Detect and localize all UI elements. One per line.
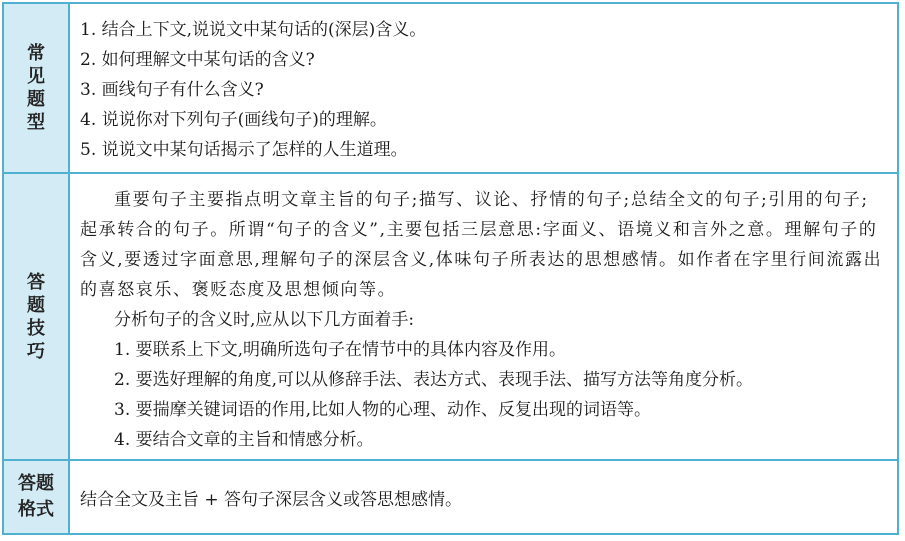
question-type-item: 2. 如何理解文中某句话的含义? <box>80 50 315 70</box>
techniques-paragraph: 重要句子主要指点明文章主旨的句子;描写、议论、抒情的句子;总结全文的句子;引用的句子;起承转合的句子。所谓“句子的含义”,主要包括三层意思:字面义、语境义和言外之意。理解句子的含义,要透过字面意思,理解句子的深层含义,体味句子所表达的思想感情。如作者在字里行间流露出的喜怒哀乐、褒贬态度及思想倾向等。 <box>80 190 883 300</box>
answer-format-text: 结合全文及主旨 + 答句子深层含义或答思想感情。 <box>80 489 463 510</box>
table-row-answer-techniques <box>4 174 897 461</box>
row-label-cell <box>4 174 70 459</box>
question-type-item: 1. 结合上下文,说说文中某句话的(深层)含义。 <box>80 20 427 40</box>
answer-guide-table <box>2 2 899 535</box>
table-row-answer-format <box>4 461 897 533</box>
row-label-question-types: 常见题型 <box>27 43 45 133</box>
row-label-answer-format: 答题格式 <box>18 473 54 520</box>
answer-format-content <box>70 461 897 533</box>
row-label-answer-techniques: 答题技巧 <box>27 271 45 362</box>
question-type-item: 4. 说说你对下列句子(画线句子)的理解。 <box>80 110 387 130</box>
row-label-cell <box>4 4 70 172</box>
technique-step: 2. 要选好理解的角度,可以从修辞手法、表达方式、表现手法、描写方法等角度分析。 <box>114 370 754 390</box>
question-type-item: 3. 画线句子有什么含义? <box>80 80 264 100</box>
question-types-list <box>70 4 897 172</box>
technique-step: 1. 要联系上下文,明确所选句子在情节中的具体内容及作用。 <box>114 340 567 360</box>
technique-step: 3. 要揣摩关键词语的作用,比如人物的心理、动作、反复出现的词语等。 <box>114 400 652 420</box>
table-row-question-types <box>4 4 897 174</box>
answer-techniques-content <box>70 174 897 459</box>
question-type-item: 5. 说说文中某句话揭示了怎样的人生道理。 <box>80 140 408 160</box>
technique-step: 4. 要结合文章的主旨和情感分析。 <box>114 430 374 450</box>
row-label-cell <box>4 461 70 533</box>
techniques-intro: 分析句子的含义时,应从以下几方面着手: <box>114 310 415 330</box>
